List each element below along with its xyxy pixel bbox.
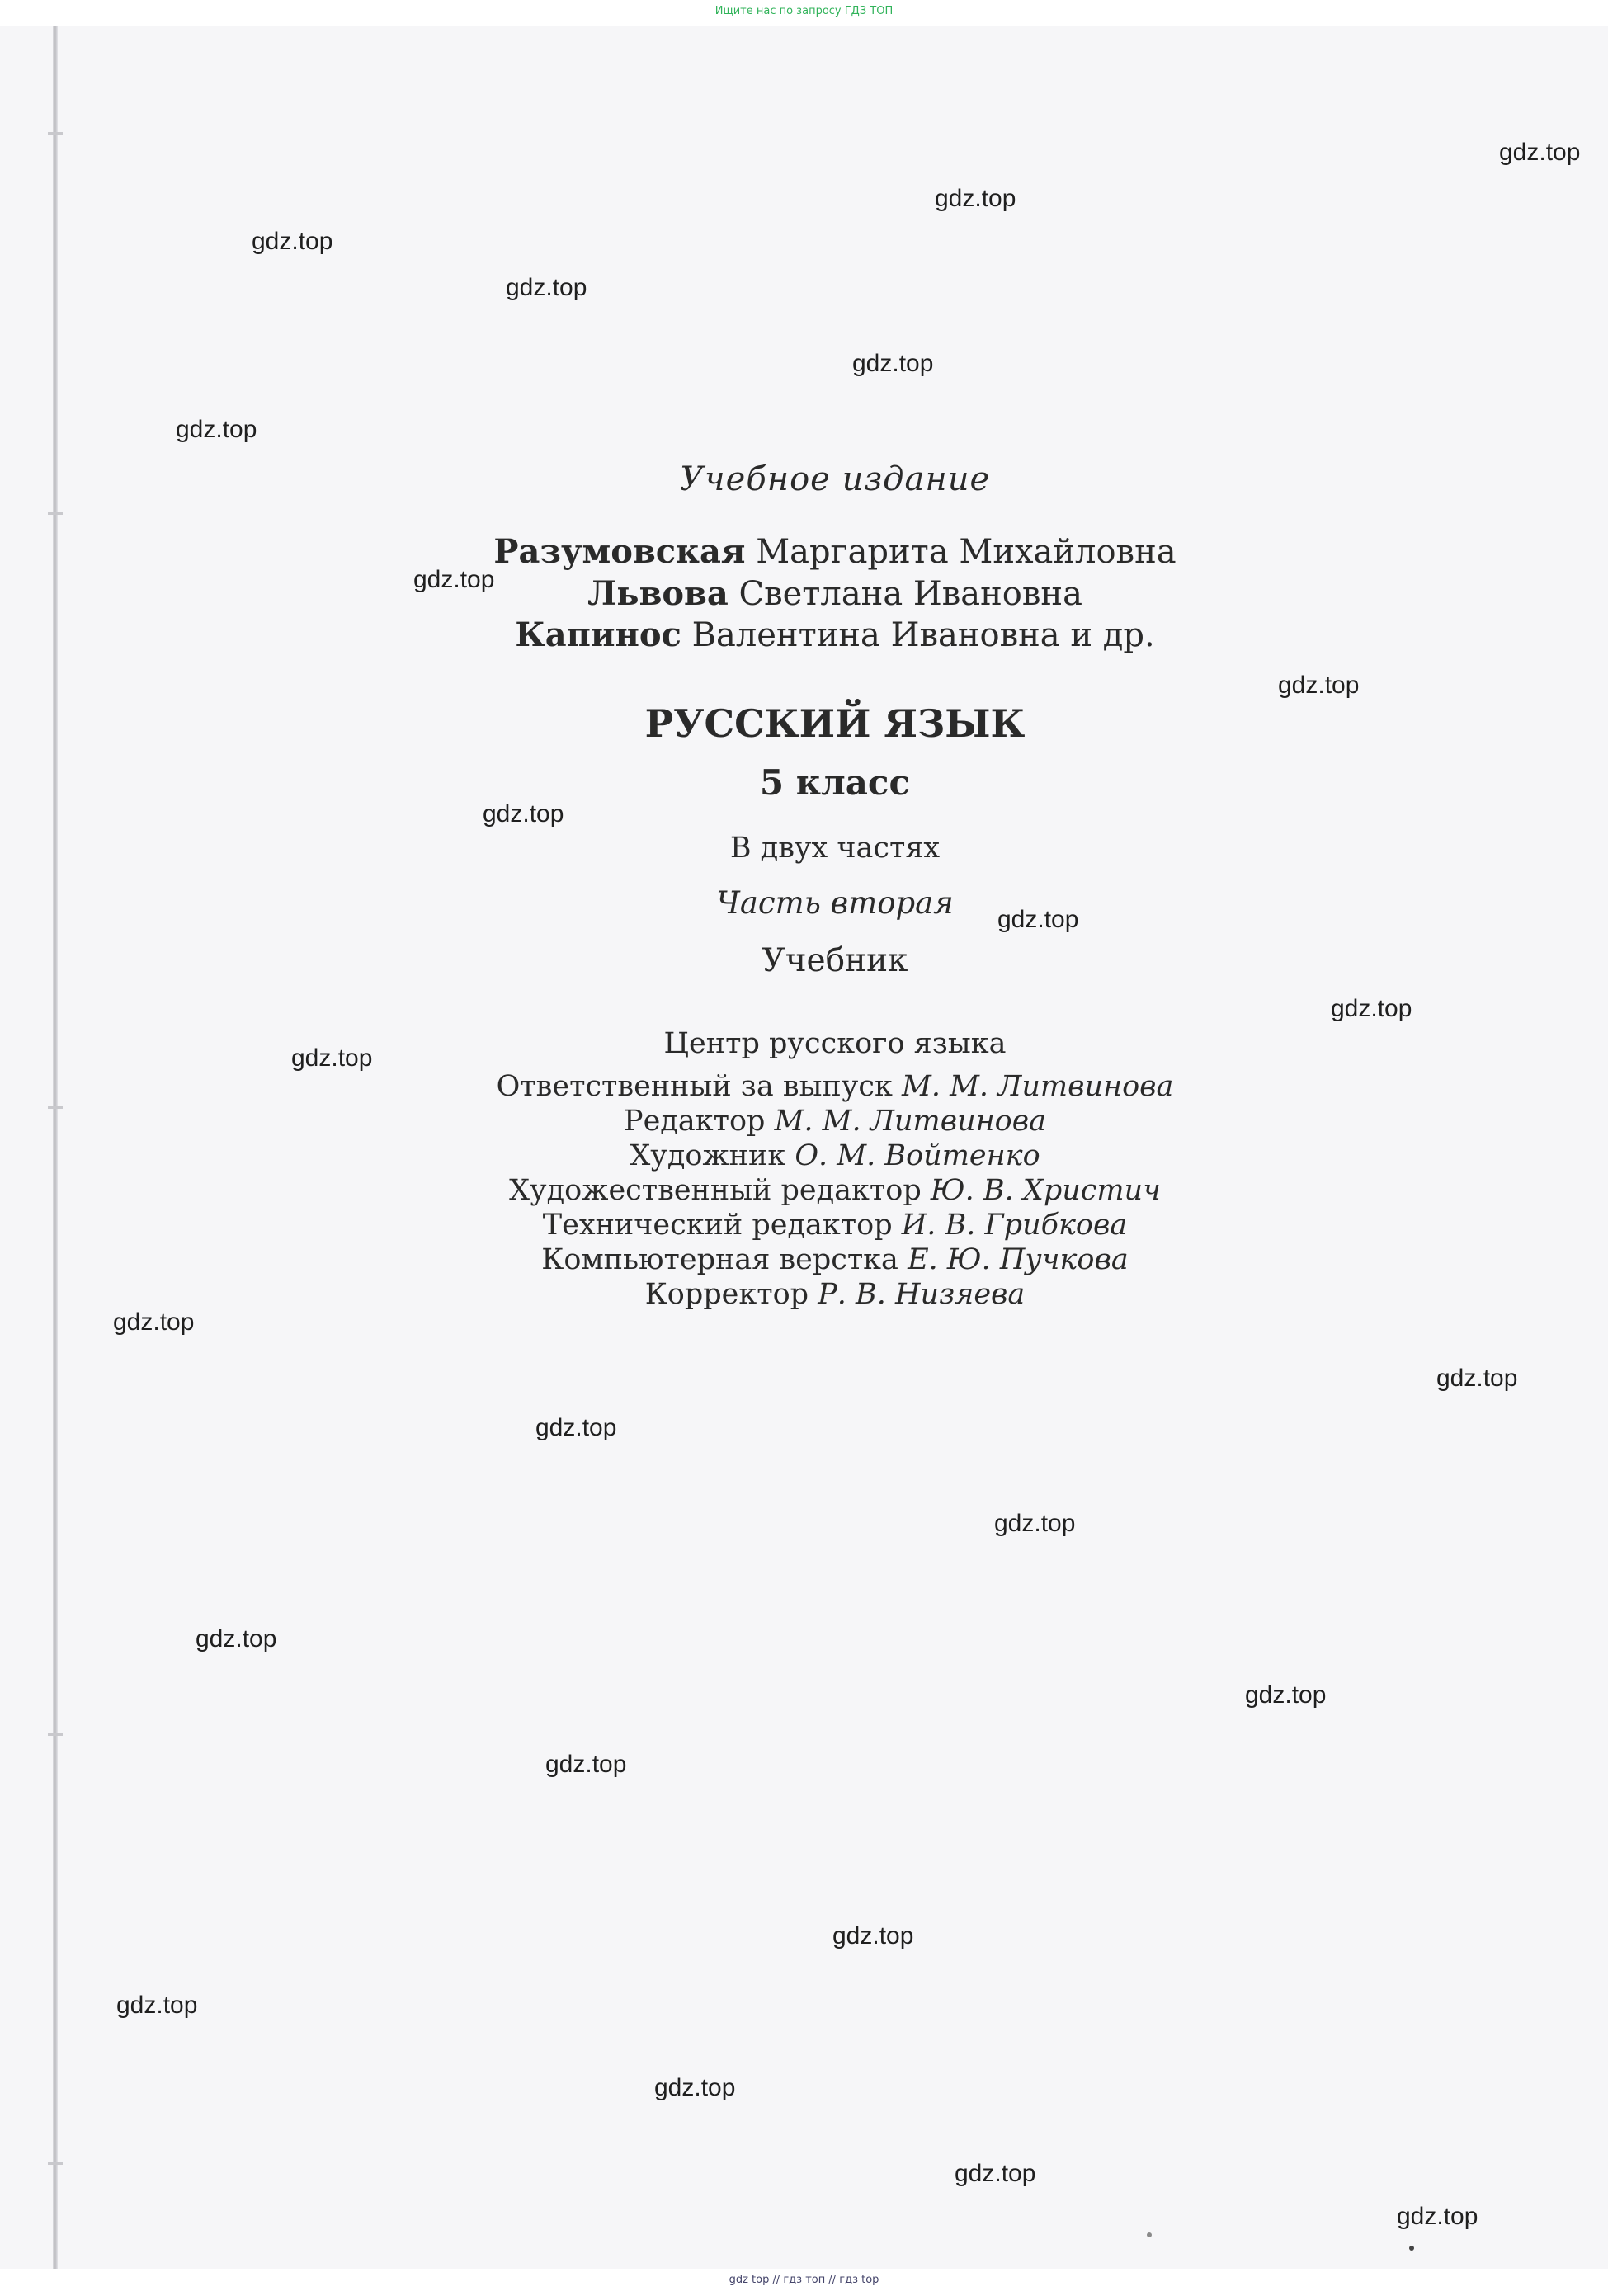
- bottom-banner[interactable]: gdz top // гдз топ // гдз top: [729, 2274, 879, 2286]
- binding-notch: [48, 2162, 63, 2165]
- author-line-1: [0, 532, 1608, 571]
- book-type: Учебник: [762, 942, 908, 979]
- grade: 5 класс: [759, 762, 911, 803]
- credit-line: [0, 1105, 1608, 1138]
- watermark: gdz.top: [506, 274, 587, 301]
- credit-role: Художественный редактор: [509, 1174, 922, 1207]
- scan-speck: [1147, 2232, 1152, 2237]
- watermark: gdz.top: [252, 228, 333, 255]
- author-name: Маргарита Михайловна: [756, 533, 1177, 571]
- subject-title: РУССКИЙ ЯЗЫК: [644, 701, 1026, 746]
- author-surname: Разумовская: [493, 532, 746, 571]
- credit-line: [0, 1070, 1608, 1103]
- watermark: gdz.top: [955, 2160, 1036, 2187]
- scan-speck: [1409, 2246, 1414, 2251]
- watermark: gdz.top: [113, 1308, 195, 1336]
- parts-count: В двух частях: [729, 832, 941, 865]
- credit-person: Р. В. Низяева: [818, 1278, 1026, 1311]
- credit-person: Е. Ю. Пучкова: [908, 1243, 1129, 1276]
- credit-line: [0, 1139, 1608, 1172]
- part-number: Часть вторая: [716, 885, 954, 921]
- credit-line: [0, 1243, 1608, 1276]
- watermark: gdz.top: [291, 1044, 373, 1072]
- author-name: Светлана Ивановна: [738, 575, 1082, 613]
- watermark: gdz.top: [852, 350, 934, 377]
- credit-line: [0, 1174, 1608, 1207]
- credit-role: Ответственный за выпуск: [496, 1070, 893, 1103]
- watermark: gdz.top: [997, 906, 1079, 933]
- binding-notch: [48, 132, 63, 135]
- credit-role: Редактор: [624, 1105, 766, 1138]
- credit-role: Технический редактор: [542, 1209, 893, 1242]
- watermark: gdz.top: [832, 1922, 914, 1949]
- credit-person: О. М. Войтенко: [795, 1139, 1040, 1172]
- author-surname: Капинос: [515, 615, 681, 654]
- watermark: gdz.top: [1436, 1365, 1518, 1392]
- watermark: gdz.top: [196, 1625, 277, 1652]
- credit-role: Компьютерная верстка: [541, 1243, 898, 1276]
- watermark: gdz.top: [1331, 995, 1412, 1022]
- watermark: gdz.top: [1245, 1681, 1327, 1709]
- author-surname: Львова: [587, 574, 729, 613]
- watermark: gdz.top: [994, 1510, 1076, 1537]
- credit-person: И. В. Грибкова: [901, 1209, 1128, 1242]
- credit-role: Художник: [630, 1139, 786, 1172]
- credit-role: Корректор: [644, 1278, 809, 1311]
- watermark: gdz.top: [935, 185, 1016, 212]
- credit-person: М. М. Литвинова: [774, 1105, 1046, 1138]
- watermark: gdz.top: [176, 416, 257, 443]
- watermark: gdz.top: [1499, 139, 1581, 166]
- watermark: gdz.top: [1397, 2203, 1478, 2230]
- credit-person: Ю. В. Христич: [930, 1174, 1161, 1207]
- watermark: gdz.top: [654, 2074, 736, 2101]
- watermark: gdz.top: [545, 1751, 627, 1778]
- credit-line: [0, 1209, 1608, 1242]
- watermark: gdz.top: [1278, 672, 1360, 699]
- watermark: gdz.top: [413, 566, 495, 593]
- credit-line: [0, 1278, 1608, 1311]
- top-banner[interactable]: Ищите нас по запросу ГДЗ ТОП: [714, 5, 894, 17]
- edition-type: Учебное издание: [679, 460, 991, 498]
- watermark: gdz.top: [483, 800, 564, 827]
- author-name: Валентина Ивановна и др.: [691, 616, 1155, 654]
- credits-center: Центр русского языка: [663, 1027, 1007, 1060]
- watermark: gdz.top: [535, 1414, 617, 1441]
- credit-person: М. М. Литвинова: [901, 1070, 1174, 1103]
- binding-notch: [48, 1733, 63, 1736]
- author-line-3: [0, 615, 1608, 654]
- watermark: gdz.top: [116, 1992, 198, 2019]
- author-line-2: [0, 574, 1608, 613]
- binding-notch: [48, 512, 63, 515]
